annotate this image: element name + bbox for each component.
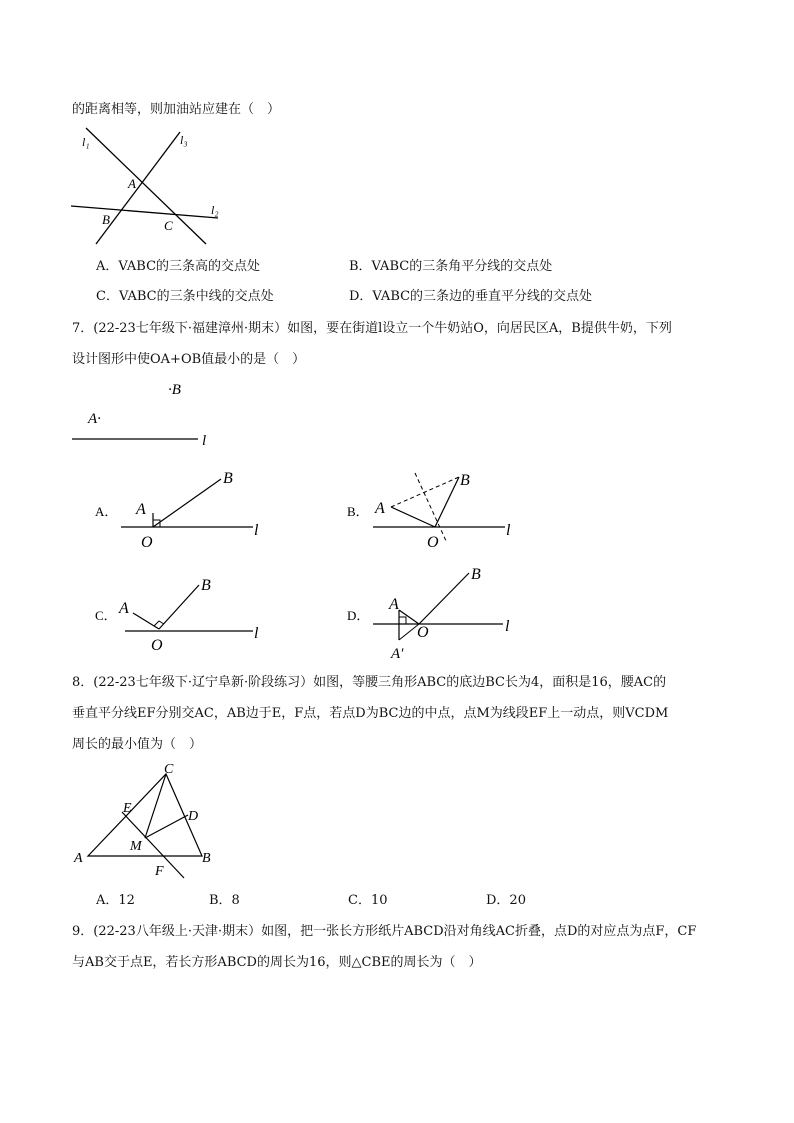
q7-option-c-figure [95,570,275,655]
label-B: ·B [168,382,181,398]
label-M: M [130,839,142,854]
label-E: E [123,801,132,816]
q7-stem-line2: 设计图形中使OA+OB值最小的是（ ） [72,352,306,367]
q6-stem-end: 的距离相等，则加油站应建在（ ） [72,102,281,117]
label-l2: l₂ [211,203,219,217]
q8-stem-line1: 8．(22-23七年级下·辽宁阜新·阶段练习）如图，等腰三角形ABC的底边BC长为4，面积是16，腰AC的 [72,675,667,690]
label-A: A [389,596,399,613]
label-B: B [102,212,110,227]
label-C: C [164,762,174,777]
q7-option-a-figure [95,467,275,552]
option-tag: D． [347,608,370,623]
label-C: C [164,218,173,233]
q7-stem-line1: 7．(22-23七年级下·福建漳州·期末）如图，要在街道l设立一个牛奶站O，向居民区A，B提供牛奶，下列 [72,321,672,336]
q6-figure [68,126,238,266]
q8-option-d: D．20 [486,893,526,908]
q8-option-a: A．12 [96,893,135,908]
label-l: l [254,522,259,539]
q8-option-b: B．8 [209,893,240,908]
label-l: l [254,625,259,642]
label-F: F [155,864,164,879]
label-A: A [128,176,136,191]
q8-stem-line3: 周长的最小值为（ ） [72,737,203,752]
label-O: O [417,624,429,641]
q8-option-c: C．10 [348,893,388,908]
label-O: O [141,534,153,551]
label-B: B [202,851,211,866]
label-A: A [74,851,83,866]
option-tag: A． [95,504,118,519]
label-l3: l₃ [180,133,188,147]
label-A: A [119,600,129,617]
label-O: O [151,637,163,654]
label-l: l [506,522,511,539]
label-A: A· [88,411,101,427]
q9-stem-line1: 9．(22-23八年级上·天津·期末）如图，把一张长方形纸片ABCD沿对角线AC折叠，点D的对应点为点F，CF [72,924,697,939]
q7-option-d-figure [347,565,527,665]
option-tag: C． [95,608,117,623]
label-O: O [427,534,439,551]
q6-option-a: A．VABC的三条高的交点处 [96,259,261,274]
q7-option-b-figure [347,467,527,552]
label-l1: l₁ [82,135,90,149]
q7-main-figure [70,378,220,448]
label-l: l [505,618,510,635]
label-B: B [460,472,470,489]
q6-option-b: B．VABC的三条角平分线的交点处 [349,259,553,274]
label-B: B [223,470,233,487]
label-A-prime: A′ [391,646,404,662]
label-B: B [201,577,211,594]
label-B: B [471,566,481,583]
label-l: l [202,433,207,449]
label-A: A [136,501,146,518]
label-D: D [188,809,199,824]
q6-option-d: D．VABC的三条边的垂直平分线的交点处 [349,289,593,304]
q8-figure [70,760,230,885]
label-A: A [375,500,385,517]
q9-stem-line2: 与AB交于点E，若长方形ABCD的周长为16，则△CBE的周长为（ ） [72,955,482,970]
q6-option-c: C．VABC的三条中线的交点处 [96,289,274,304]
q8-stem-line2: 垂直平分线EF分别交AC，AB边于E，F点，若点D为BC边的中点，点M为线段EF上一动点，则VCDM [72,706,669,721]
option-tag: B． [347,504,369,519]
